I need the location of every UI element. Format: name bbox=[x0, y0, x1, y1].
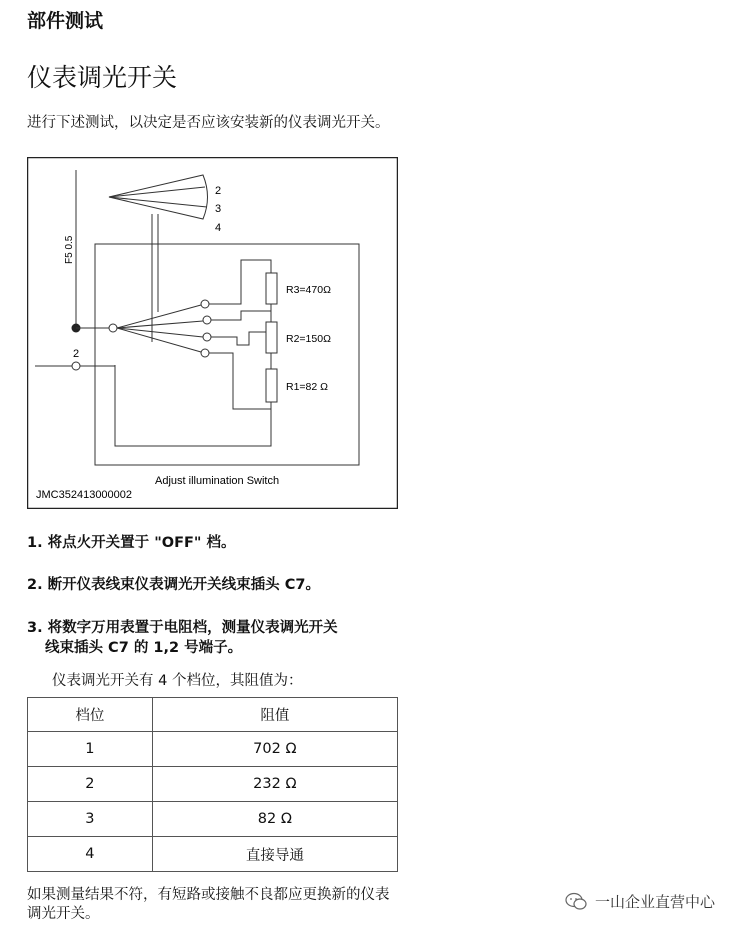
switch-caption: Adjust illumination Switch bbox=[155, 475, 280, 487]
step-3 bbox=[27, 618, 397, 658]
brand-watermark bbox=[565, 891, 715, 912]
table-cell: 4 bbox=[28, 837, 153, 872]
table-cell: 3 bbox=[28, 802, 153, 837]
column-header: 阻值 bbox=[152, 698, 397, 732]
step-text: 将数字万用表置于电阻档，测量仪表调光开关 bbox=[47, 620, 338, 636]
step-1 bbox=[27, 533, 397, 553]
table-row bbox=[28, 767, 398, 802]
resistor-label: R2=150Ω bbox=[286, 333, 331, 345]
step-text: 线束插头 C7 的 1,2 号端子。 bbox=[45, 640, 243, 656]
table-cell: 82 Ω bbox=[152, 802, 397, 837]
table-row bbox=[28, 837, 398, 872]
note-text: 仪表调光开关有 4 个档位，其阻值为： bbox=[52, 673, 303, 689]
position-label: 2 bbox=[215, 185, 222, 197]
table-cell: 2 bbox=[28, 767, 153, 802]
figure-id: JMC352413000002 bbox=[36, 489, 133, 501]
table-header-row bbox=[28, 698, 398, 732]
intro-text: 进行下述测试，以决定是否应该安装新的仪表调光开关。 bbox=[27, 115, 390, 131]
footer-note: 如果测量结果不符，有短路或接触不良都应更换新的仪表调光开关。 bbox=[27, 887, 390, 922]
common-contact bbox=[109, 324, 117, 332]
resistor-label: R1=82 Ω bbox=[286, 381, 328, 393]
resistor-label: R3=470Ω bbox=[286, 284, 331, 296]
position-label: 4 bbox=[215, 222, 222, 234]
step-text: 断开仪表线束仪表调光开关线束插头 C7。 bbox=[47, 577, 320, 593]
page-title: 仪表调光开关 bbox=[27, 63, 178, 92]
selector-knob bbox=[109, 175, 208, 219]
step-number: 2. bbox=[27, 577, 43, 593]
terminal-2 bbox=[72, 362, 80, 370]
table-cell: 702 Ω bbox=[152, 732, 397, 767]
chat-icon bbox=[565, 892, 587, 912]
position-label: 3 bbox=[215, 203, 222, 215]
fuse-label: F5 0.5 bbox=[64, 235, 75, 264]
contact-d bbox=[201, 349, 209, 357]
resistor-r3 bbox=[266, 273, 277, 304]
step-number: 1. bbox=[27, 535, 43, 551]
diagram-frame bbox=[28, 158, 398, 509]
table-cell: 直接导通 bbox=[152, 837, 397, 872]
column-header: 档位 bbox=[28, 698, 153, 732]
resistor-r2 bbox=[266, 322, 277, 353]
table-cell: 232 Ω bbox=[152, 767, 397, 802]
step-text: 将点火开关置于 "OFF" 档。 bbox=[47, 535, 236, 551]
contact-a bbox=[201, 300, 209, 308]
contact-c bbox=[203, 333, 211, 341]
step-2 bbox=[27, 575, 397, 595]
step-number: 3. bbox=[27, 620, 43, 636]
table-row bbox=[28, 802, 398, 837]
table-cell: 1 bbox=[28, 732, 153, 767]
section-title: 部件测试 bbox=[27, 10, 104, 32]
contact-b bbox=[203, 316, 211, 324]
brand-name: 一山企业直营中心 bbox=[595, 893, 716, 911]
table-row bbox=[28, 732, 398, 767]
wiring-diagram bbox=[27, 157, 398, 509]
terminal-label: 2 bbox=[73, 348, 80, 360]
resistance-table bbox=[27, 697, 398, 872]
resistor-r1 bbox=[266, 369, 277, 402]
switch-housing bbox=[95, 244, 359, 465]
